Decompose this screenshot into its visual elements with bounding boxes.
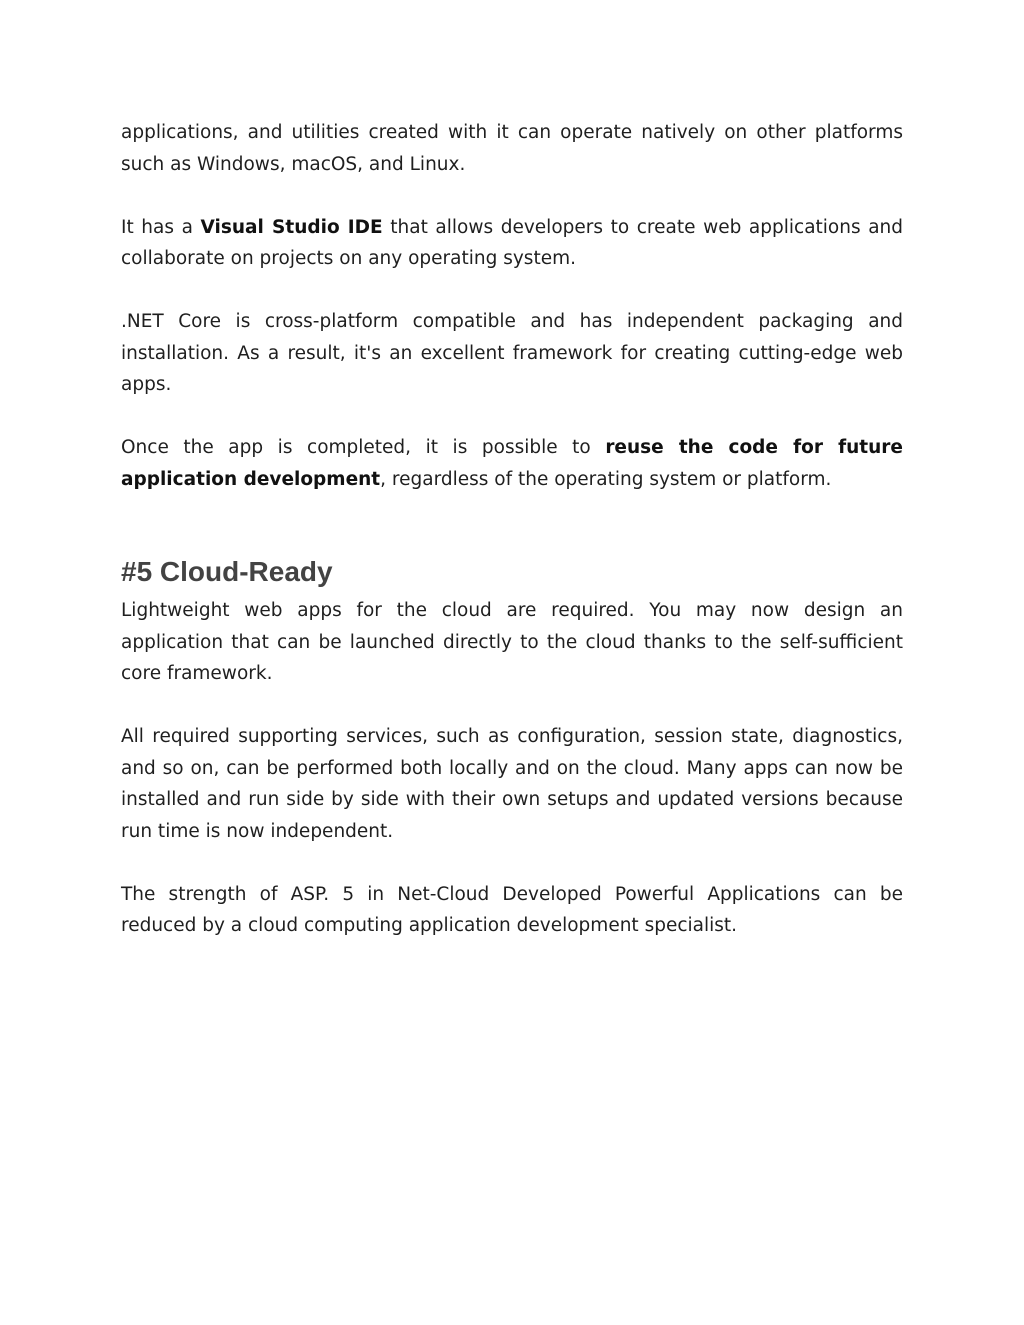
paragraph-asp-strength: The strength of ASP. 5 in Net-Cloud Developed Powerful Applications can be reduced by a cloud computing application development specialist. [121,883,903,936]
paragraph-code-reuse [121,432,903,495]
bold-text: reuse the code for future application development [121,437,903,490]
paragraph-text: , regardless of the operating system or platform. [380,468,832,490]
paragraph-text: Once the app is completed, it is possible to [121,437,606,458]
paragraph-supporting-services: All required supporting services, such as configuration, session state, diagnostics, and so on, can be performed both locally and on the cloud. Many apps can now be installed and run side by side with their own setups and updated versions because run time is now independent. [121,726,903,842]
section-heading: #5 Cloud-Ready [121,556,333,587]
paragraph-text: It has a [121,216,201,238]
bold-text: Visual Studio IDE [200,216,383,238]
paragraph-visual-studio [121,212,903,275]
document-page [121,117,903,942]
paragraph-dotnet-core: .NET Core is cross-platform compatible and has independent packaging and installation. As a result, it's an excellent framework for creating cutting-edge web apps. [121,311,903,395]
paragraph-text: that allows developers to create web applications and collaborate on projects on any operating system. [121,216,904,269]
paragraph-platforms: applications, and utilities created with it can operate natively on other platforms such as Windows, macOS, and Linux. [121,122,903,175]
paragraph-lightweight-apps: Lightweight web apps for the cloud are required. You may now design an application that can be launched directly to the cloud thanks to the self-sufficient core framework. [121,600,903,684]
